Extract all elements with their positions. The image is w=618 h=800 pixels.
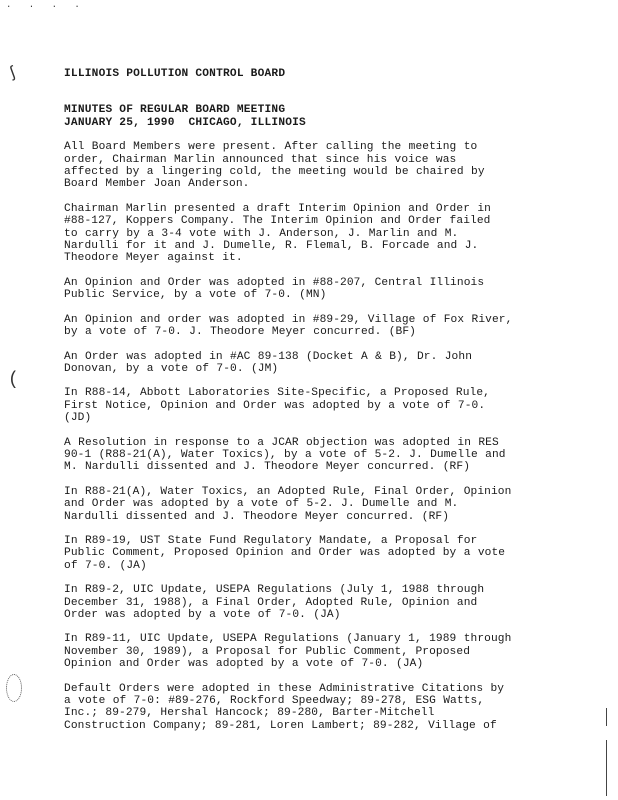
scan-artifact-edge-line: [606, 708, 607, 726]
paragraph-uic-update-r89-2: In R89-2, UIC Update, USEPA Regulations (July 1, 1988 through December 31, 1988), a Final Order, Adopted Rule, Opinion and Order was adopted by a vote of 7-0. (JA): [64, 584, 485, 621]
minutes-title: MINUTES OF REGULAR BOARD MEETING: [64, 104, 286, 117]
minutes-date: JANUARY 25, 1990 CHICAGO, ILLINOIS: [64, 116, 306, 129]
paragraph-dr-john-donovan: An Order was adopted in #AC 89-138 (Docket A & B), Dr. John Donovan, by a vote of 7-0. (JM): [64, 350, 473, 375]
scan-artifact-edge-line: [606, 740, 607, 796]
paragraph-central-illinois-public-service: An Opinion and Order was adopted in #88-207, Central Illinois Public Service, by a vote of 7-0. (MN): [64, 276, 485, 302]
scan-artifact-hole-punch: [6, 674, 22, 702]
scan-artifact-dots: · · · ·: [6, 2, 86, 12]
paragraph-water-toxics: In R88-21(A), Water Toxics, an Adopted Rule, Final Order, Opinion and Order was adopted by a vote of 5-2. J. Dumelle and M. Nardulli dissented and J. Theodore Meyer concurred. (RF): [64, 485, 512, 523]
scan-artifact-mark-middle: (: [8, 370, 19, 390]
paragraph-attendance: All Board Members were present. After calling the meeting to order, Chairman Marlin announced that since his voice was affected by a lingering cold, the meeting would be chaired by Board Member Joan Anderson.: [64, 141, 485, 191]
paragraph-default-orders: Default Orders were adopted in these Administrative Citations by a vote of 7-0: #89-276, Rockford Speedway; 89-278, ESG Watts, Inc.; 89-279, Hershal Hancock; 89-280, Barter-Mitchell Construction Company; 89-281, Loren Lambert; 89-282, Village of: [64, 682, 505, 732]
minutes-document: [64, 68, 544, 744]
paragraph-uic-update-r89-11: In R89-11, UIC Update, USEPA Regulations (January 1, 1989 through November 30, 1989), a Proposal for Public Comment, Proposed Opinion and Order was adopted by a vote of 7-0. (JA): [64, 633, 512, 671]
paragraph-abbott-laboratories: In R88-14, Abbott Laboratories Site-Specific, a Proposed Rule, First Notice, Opinion and Order was adopted by a vote of 7-0. (JD): [64, 387, 490, 425]
paragraph-village-of-fox-river: An Opinion and order was adopted in #89-29, Village of Fox River, by a vote of 7-0. J. Theodore Meyer concurred. (BF): [64, 313, 513, 339]
paragraph-jcar-resolution: A Resolution in response to a JCAR objection was adopted in RES 90-1 (R88-21(A), Water Toxics), by a vote of 5-2. J. Dumelle and M. Nardulli dissented and J. Theodore Meyer concurred. (RF): [64, 436, 506, 474]
paragraph-ust-state-fund: In R89-19, UST State Fund Regulatory Mandate, a Proposal for Public Comment, Proposed Opinion and Order was adopted by a vote of 7-0. (JA): [64, 534, 506, 572]
board-name: ILLINOIS POLLUTION CONTROL BOARD: [64, 68, 286, 80]
scan-artifact-mark-top: ʃ: [5, 62, 21, 84]
paragraph-koppers-company: Chairman Marlin presented a draft Interim Opinion and Order in #88-127, Koppers Company. The Interim Opinion and Order failed to carry by a 3-4 vote with J. Anderson, J. Marlin and M. Nardulli for it and J. Dumelle, R. Flemal, B. Forcade and J. Theodore Meyer against it.: [64, 202, 491, 265]
